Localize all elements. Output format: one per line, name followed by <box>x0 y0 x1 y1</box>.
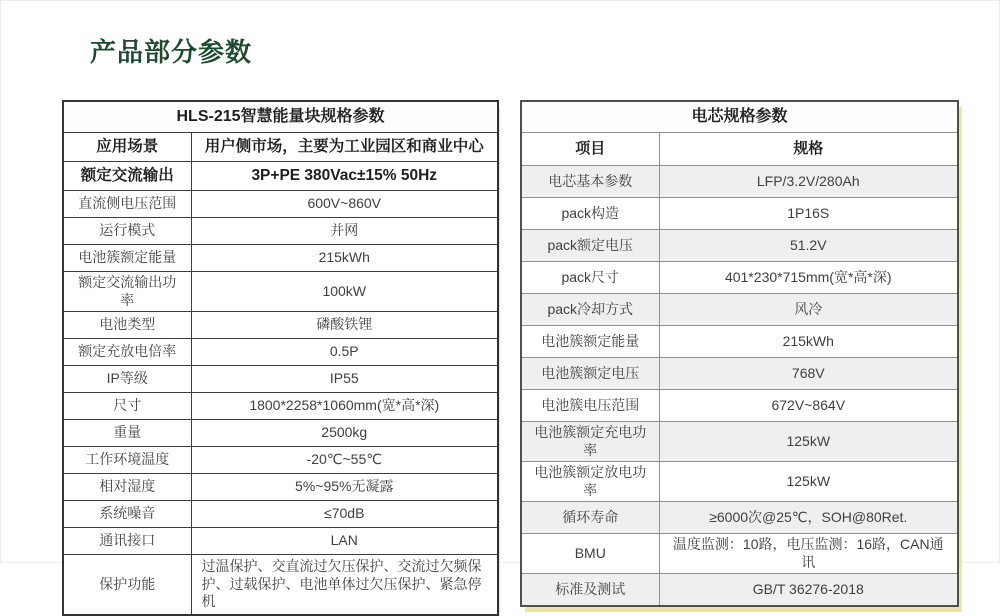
spec-label-cell: 电芯基本参数 <box>521 166 659 198</box>
spec-label-cell: pack额定电压 <box>521 230 659 262</box>
spec-row <box>521 230 958 262</box>
left-spec-table <box>62 100 499 616</box>
spec-label-cell: 电池簇额定放电功率 <box>521 462 659 502</box>
spec-label-cell: 通讯接口 <box>63 528 191 555</box>
left-table-title-row <box>63 101 498 133</box>
spec-value-cell: 51.2V <box>659 230 958 262</box>
spec-value-cell: 125kW <box>659 462 958 502</box>
spec-label-cell: 电池簇额定电压 <box>521 358 659 390</box>
spec-label-cell: 保护功能 <box>63 555 191 615</box>
spec-row <box>63 339 498 366</box>
spec-label-cell: 工作环境温度 <box>63 447 191 474</box>
spec-row <box>63 191 498 218</box>
spec-row <box>521 262 958 294</box>
right-spec-table <box>520 100 959 607</box>
spec-value-cell: GB/T 36276-2018 <box>659 574 958 607</box>
spec-label-cell: BMU <box>521 534 659 574</box>
spec-row <box>521 574 958 607</box>
spec-row <box>521 166 958 198</box>
spec-row <box>521 462 958 502</box>
spec-value-cell: 672V~864V <box>659 390 958 422</box>
spec-row <box>63 162 498 191</box>
spec-row <box>521 326 958 358</box>
spec-value-cell: 125kW <box>659 422 958 462</box>
spec-label-cell: 额定交流输出 <box>63 162 191 191</box>
left-table-body <box>63 133 498 615</box>
spec-value-cell: -20℃~55℃ <box>191 447 498 474</box>
spec-value-cell: 100kW <box>191 272 498 312</box>
spec-value-cell: 600V~860V <box>191 191 498 218</box>
spec-value-cell: 并网 <box>191 218 498 245</box>
spec-value-cell: ≥6000次@25℃，SOH@80Ret. <box>659 502 958 534</box>
right-table-body <box>521 166 958 607</box>
spec-row <box>63 272 498 312</box>
spec-row <box>521 534 958 574</box>
spec-label-cell: IP等级 <box>63 366 191 393</box>
spec-label-cell: pack冷却方式 <box>521 294 659 326</box>
spec-label-cell: 循环寿命 <box>521 502 659 534</box>
spec-row <box>63 245 498 272</box>
spec-label-cell: 额定充放电倍率 <box>63 339 191 366</box>
spec-row <box>63 447 498 474</box>
page-title: 产品部分参数 <box>90 37 253 67</box>
right-table-col-header-row <box>521 133 958 166</box>
spec-row <box>521 502 958 534</box>
spec-value-cell: 3P+PE 380Vac±15% 50Hz <box>191 162 498 191</box>
spec-label-cell: 电池簇额定能量 <box>521 326 659 358</box>
spec-row <box>63 501 498 528</box>
spec-value-cell: IP55 <box>191 366 498 393</box>
spec-row <box>521 358 958 390</box>
spec-label-cell: 电池簇额定能量 <box>63 245 191 272</box>
spec-label-cell: 尺寸 <box>63 393 191 420</box>
spec-row <box>63 218 498 245</box>
spec-value-cell: LFP/3.2V/280Ah <box>659 166 958 198</box>
spec-value-cell: ≤70dB <box>191 501 498 528</box>
col-header-spec: 规格 <box>659 133 958 166</box>
right-table-title-row <box>521 101 958 133</box>
spec-value-cell: 2500kg <box>191 420 498 447</box>
spec-row <box>521 198 958 230</box>
spec-row <box>63 420 498 447</box>
spec-row <box>63 366 498 393</box>
spec-value-cell: 过温保护、交直流过欠压保护、交流过欠频保护、过载保护、电池单体过欠压保护、紧急停机 <box>191 555 498 615</box>
spec-label-cell: pack构造 <box>521 198 659 230</box>
spec-value-cell: 1P16S <box>659 198 958 230</box>
spec-label-cell: 电池簇电压范围 <box>521 390 659 422</box>
spec-value-cell: LAN <box>191 528 498 555</box>
spec-row <box>63 555 498 615</box>
spec-label-cell: 标准及测试 <box>521 574 659 607</box>
spec-value-cell: 磷酸铁锂 <box>191 312 498 339</box>
right-table-title: 电芯规格参数 <box>521 101 958 133</box>
spec-row <box>63 393 498 420</box>
spec-row <box>63 133 498 162</box>
left-table-title: HLS-215智慧能量块规格参数 <box>63 101 498 133</box>
spec-label-cell: 额定交流输出功率 <box>63 272 191 312</box>
spec-label-cell: 运行模式 <box>63 218 191 245</box>
spec-value-cell: 401*230*715mm(宽*高*深) <box>659 262 958 294</box>
spec-value-cell: 温度监测：10路，电压监测：16路，CAN通讯 <box>659 534 958 574</box>
spec-value-cell: 0.5P <box>191 339 498 366</box>
spec-label-cell: 系统噪音 <box>63 501 191 528</box>
spec-value-cell: 用户侧市场，主要为工业园区和商业中心 <box>191 133 498 162</box>
spec-value-cell: 768V <box>659 358 958 390</box>
spec-value-cell: 215kWh <box>659 326 958 358</box>
spec-label-cell: 应用场景 <box>63 133 191 162</box>
spec-row <box>63 312 498 339</box>
spec-label-cell: 重量 <box>63 420 191 447</box>
spec-row <box>521 422 958 462</box>
spec-label-cell: 电池类型 <box>63 312 191 339</box>
spec-value-cell: 215kWh <box>191 245 498 272</box>
spec-value-cell: 风冷 <box>659 294 958 326</box>
spec-row <box>521 294 958 326</box>
spec-value-cell: 5%~95%无凝露 <box>191 474 498 501</box>
spec-value-cell: 1800*2258*1060mm(宽*高*深) <box>191 393 498 420</box>
spec-label-cell: pack尺寸 <box>521 262 659 294</box>
spec-label-cell: 直流侧电压范围 <box>63 191 191 218</box>
spec-label-cell: 电池簇额定充电功率 <box>521 422 659 462</box>
spec-row <box>63 528 498 555</box>
spec-row <box>63 474 498 501</box>
spec-label-cell: 相对湿度 <box>63 474 191 501</box>
spec-row <box>521 390 958 422</box>
col-header-item: 项目 <box>521 133 659 166</box>
